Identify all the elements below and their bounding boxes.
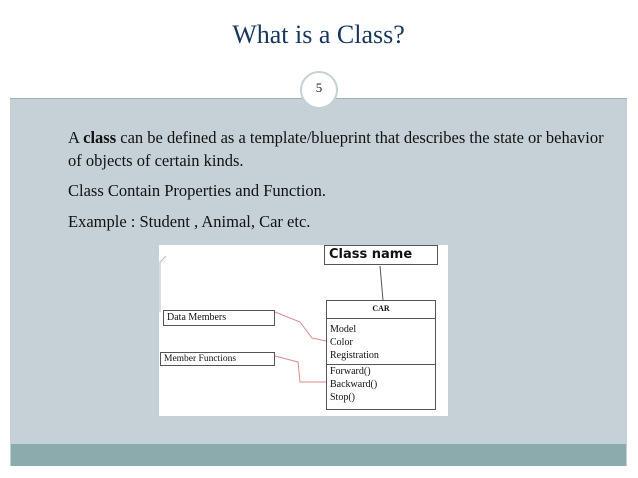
bullet-rest: can be defined as a template/blueprint that describes the state or behavior of objects of certain kinds.	[68, 128, 604, 170]
method-item: Stop()	[330, 392, 355, 403]
bullet-text: Class Contain Properties and Function.	[68, 181, 327, 200]
bullet-text: Example : Student , Animal, Car etc.	[68, 212, 311, 231]
page-number: 5	[315, 80, 323, 95]
slide-title: What is a Class?	[232, 20, 405, 49]
bullet-item-3	[48, 210, 608, 233]
footer-bar	[11, 444, 626, 466]
attribute-item: Color	[330, 337, 353, 348]
attribute-item: Registration	[330, 350, 379, 361]
bullet-prefix: A	[68, 128, 84, 147]
bullet-item-2	[48, 179, 608, 202]
class-title-divider	[327, 318, 435, 319]
bullet-item-1	[48, 126, 608, 172]
data-members-label: Data Members	[163, 310, 275, 326]
method-list	[330, 365, 377, 404]
method-item: Backward()	[330, 379, 378, 390]
attribute-list	[330, 323, 379, 362]
bullet-bold-term: class	[83, 128, 117, 147]
bullet-text	[48, 126, 608, 172]
member-functions-label: Member Functions	[160, 352, 275, 366]
class-title: CAR	[372, 304, 390, 313]
class-name-label: Class name	[324, 245, 438, 265]
attribute-item: Model	[330, 324, 357, 335]
method-item: Forward()	[330, 366, 371, 377]
class-box	[326, 300, 436, 410]
